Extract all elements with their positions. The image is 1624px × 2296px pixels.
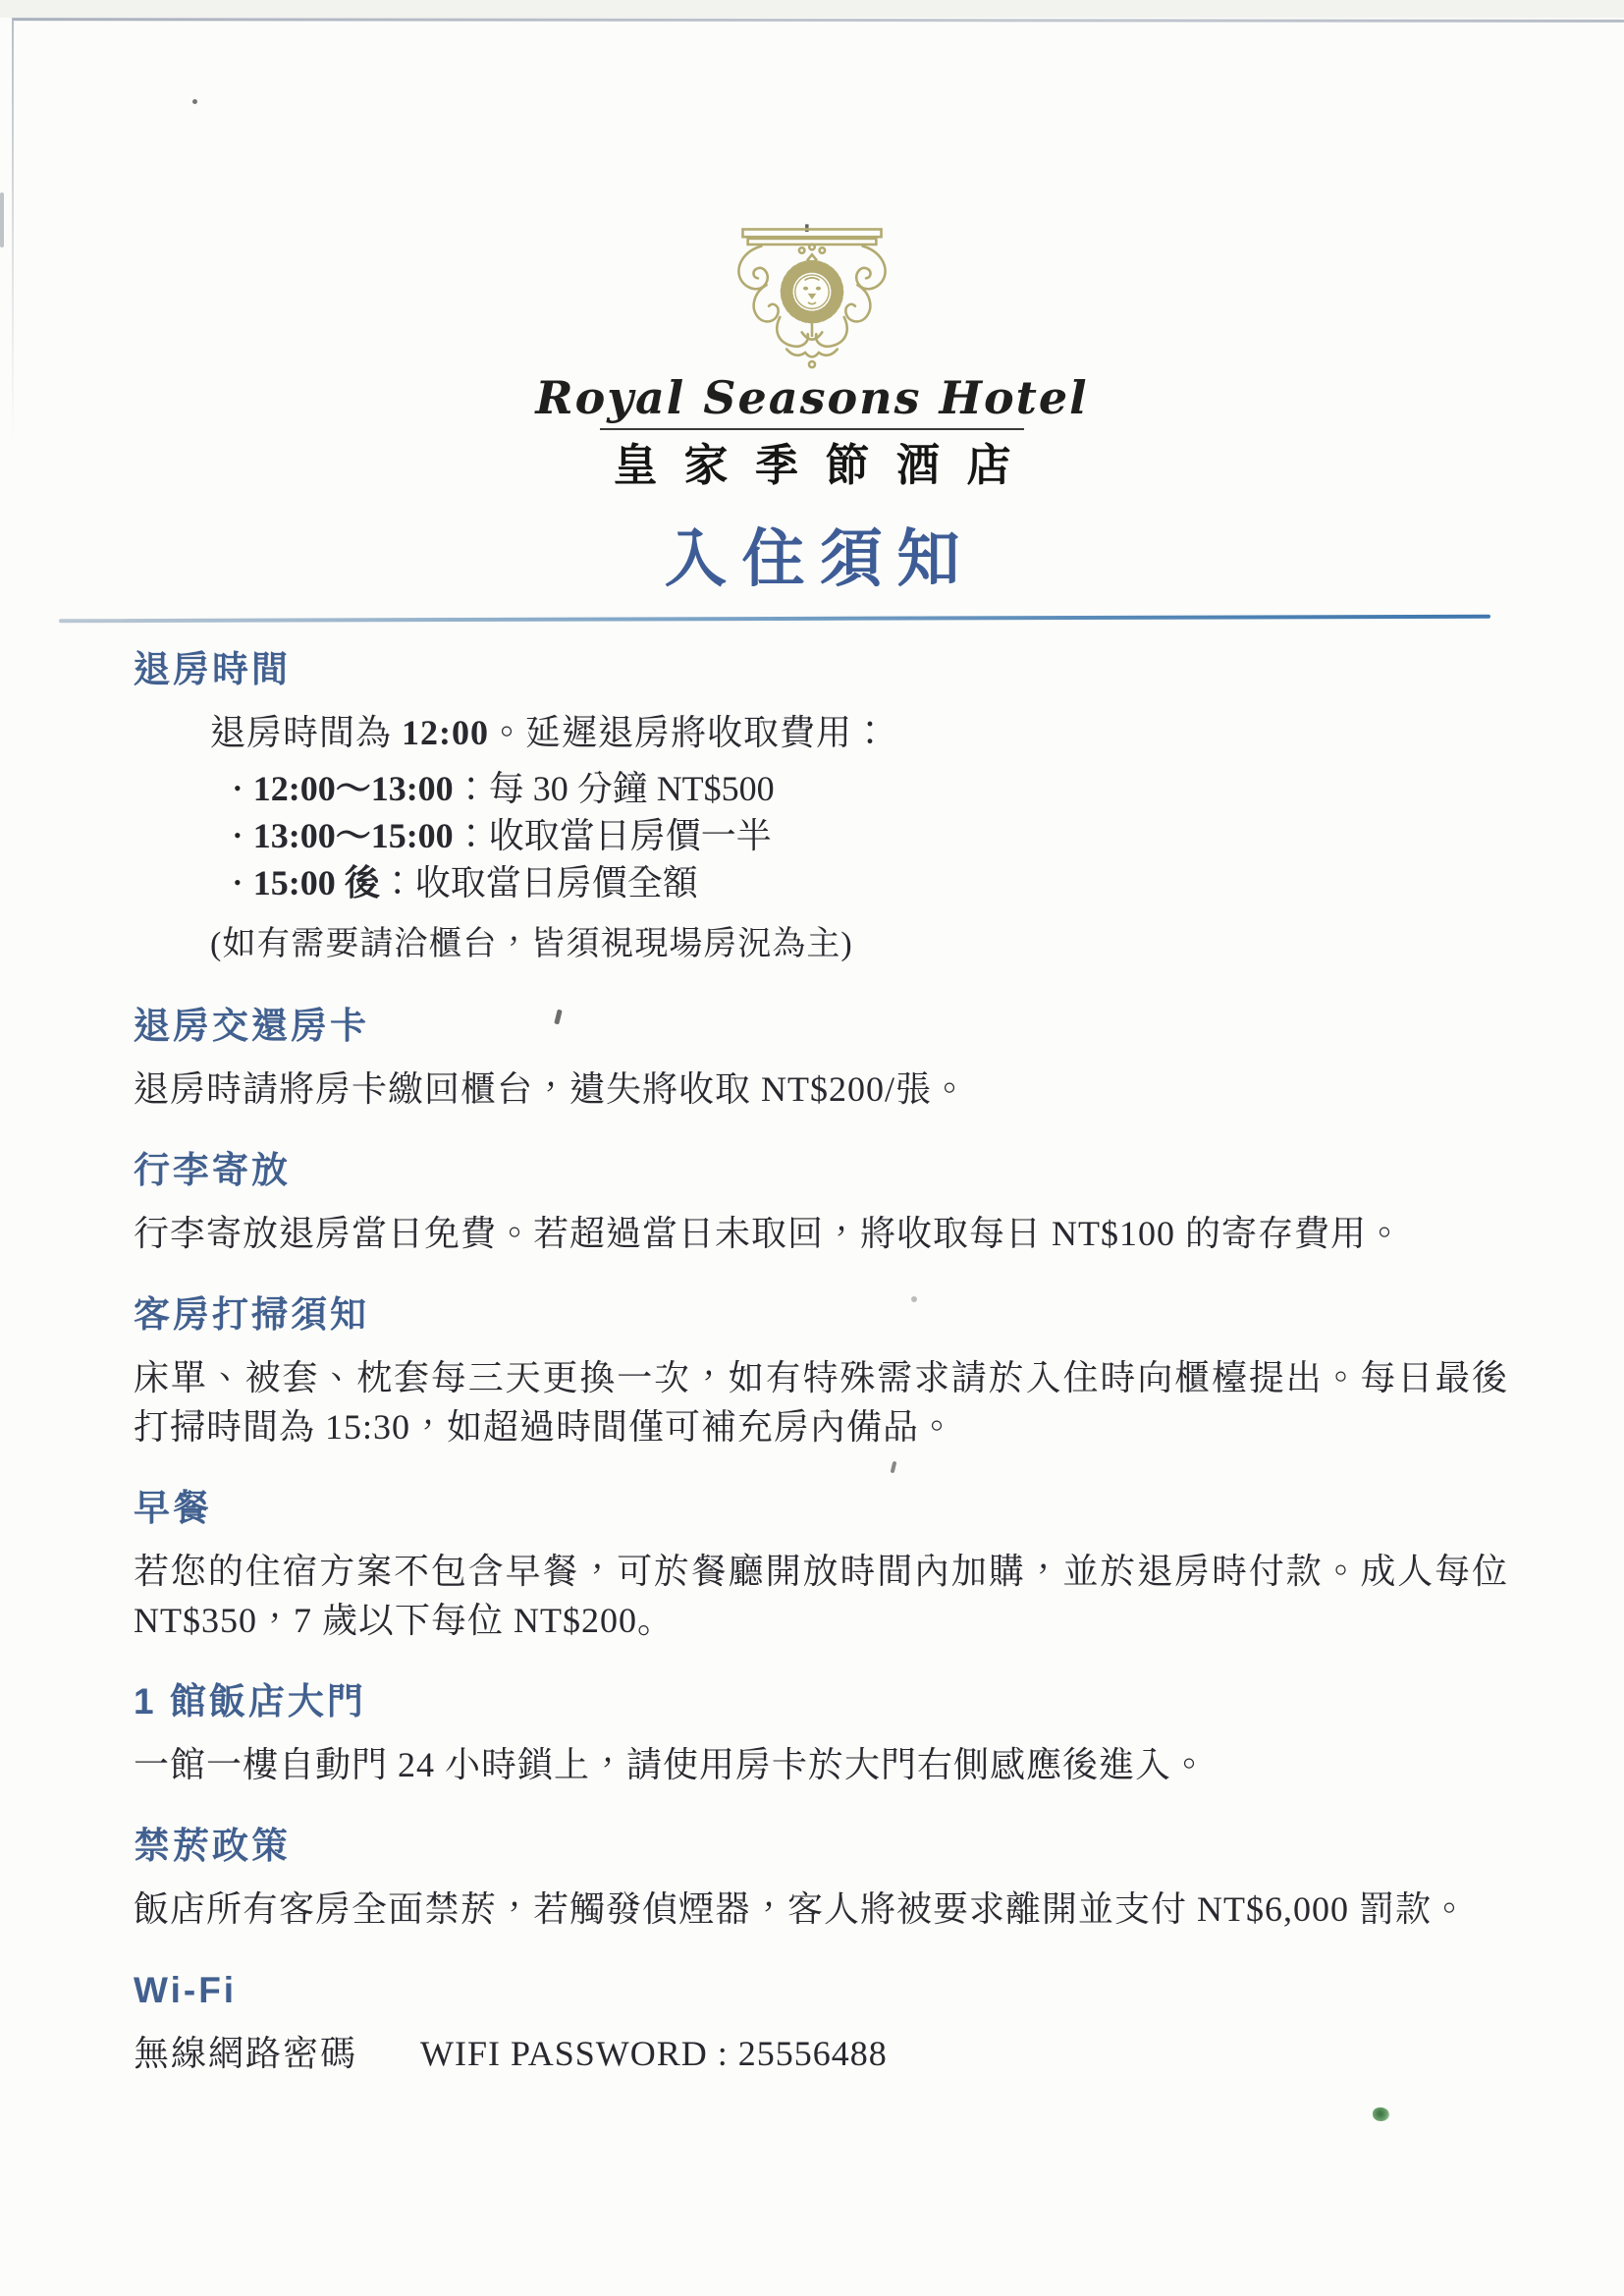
late-fee-item: [234, 765, 1508, 812]
late-fee-desc: ：收取當日房價全額: [379, 863, 698, 902]
heading-luggage-storage: 行李寄放: [134, 1150, 291, 1190]
late-fee-desc: ：收取當日房價一半: [453, 816, 772, 855]
checkout-intro-prefix: 退房時間為: [210, 713, 403, 752]
late-fee-time-range: 15:00 後: [252, 863, 380, 902]
checkout-intro-suffix: 。延遲退房將收取費用：: [489, 713, 890, 752]
section-luggage-storage: [134, 1149, 1508, 1258]
wifi-line: [134, 2029, 1508, 2078]
page-title: 入住須知: [664, 523, 975, 594]
late-checkout-fee-list: [134, 765, 1508, 906]
section-checkout-time: [134, 648, 1508, 969]
wifi-password-label-zh: 無線網路密碼: [134, 2034, 358, 2073]
hotel-name-chinese: 皇家季節酒店: [613, 440, 1038, 490]
bullet-dot-icon: •: [234, 870, 242, 895]
brand-divider-line: [600, 428, 1024, 430]
wifi-password-value: WIFI PASSWORD : 25556488: [420, 2034, 888, 2073]
section-housekeeping: [134, 1293, 1508, 1451]
checkout-intro: [210, 708, 1508, 757]
notice-content: [134, 648, 1508, 2113]
heading-wifi: Wi-Fi: [134, 1970, 238, 2010]
housekeeping-body: 床單、被套、枕套每三天更換一次，如有特殊需求請於入住時向櫃檯提出。每日最後打掃時間為 15:30，如超過時間僅可補充房內備品。: [134, 1358, 1508, 1447]
checkout-time-value: 12:00: [402, 713, 490, 752]
section-breakfast: [134, 1487, 1508, 1645]
heading-checkout-time: 退房時間: [134, 649, 291, 689]
section-return-room-card: [134, 1005, 1508, 1114]
bullet-dot-icon: •: [234, 776, 242, 800]
luggage-storage-body: 行李寄放退房當日免費。若超過當日未取回，將收取每日 NT$100 的寄存費用。: [134, 1214, 1403, 1253]
late-fee-time-range: 12:00～13:00: [252, 769, 454, 808]
checkout-note: (如有需要請洽櫃台，皆須視現場房況為主): [210, 926, 853, 962]
hotel-logo-column-capital-lion-icon: [728, 224, 896, 373]
late-fee-item: [234, 859, 1508, 906]
scan-speck-dot: [192, 99, 197, 104]
section-wifi: [134, 1969, 1508, 2078]
hotel-name-english: Royal Seasons Hotel: [535, 371, 1089, 424]
no-smoking-policy-body: 飯店所有客房全面禁菸，若觸發偵煙器，客人將被要求離開並支付 NT$6,000 罰款。: [134, 1889, 1468, 1929]
title-underline-rule: [59, 615, 1490, 624]
heading-no-smoking-policy: 禁菸政策: [134, 1826, 291, 1866]
heading-building1-main-door: 1 館飯店大門: [134, 1681, 366, 1722]
return-room-card-body: 退房時請將房卡繳回櫃台，遺失將收取 NT$200/張。: [134, 1069, 968, 1109]
late-fee-time-range: 13:00～15:00: [252, 816, 454, 855]
section-building1-main-door: [134, 1680, 1508, 1789]
heading-housekeeping: 客房打掃須知: [134, 1294, 369, 1335]
section-no-smoking-policy: [134, 1825, 1508, 1934]
scan-top-margin: [0, 0, 1624, 18]
hotel-brand-header: [0, 224, 1624, 492]
heading-breakfast: 早餐: [134, 1488, 212, 1528]
late-fee-desc: ：每 30 分鐘 NT$500: [453, 769, 775, 808]
scan-edge-top-line: [12, 18, 1624, 23]
bullet-dot-icon: •: [234, 823, 242, 847]
heading-return-room-card: 退房交還房卡: [134, 1006, 369, 1046]
breakfast-body: 若您的住宿方案不包含早餐，可於餐廳開放時間內加購，並於退房時付款。成人每位 NT$350，7 歲以下每位 NT$200。: [134, 1552, 1508, 1640]
late-fee-item: [234, 812, 1508, 859]
building1-main-door-body: 一館一樓自動門 24 小時鎖上，請使用房卡於大門右側感應後進入。: [134, 1745, 1209, 1784]
